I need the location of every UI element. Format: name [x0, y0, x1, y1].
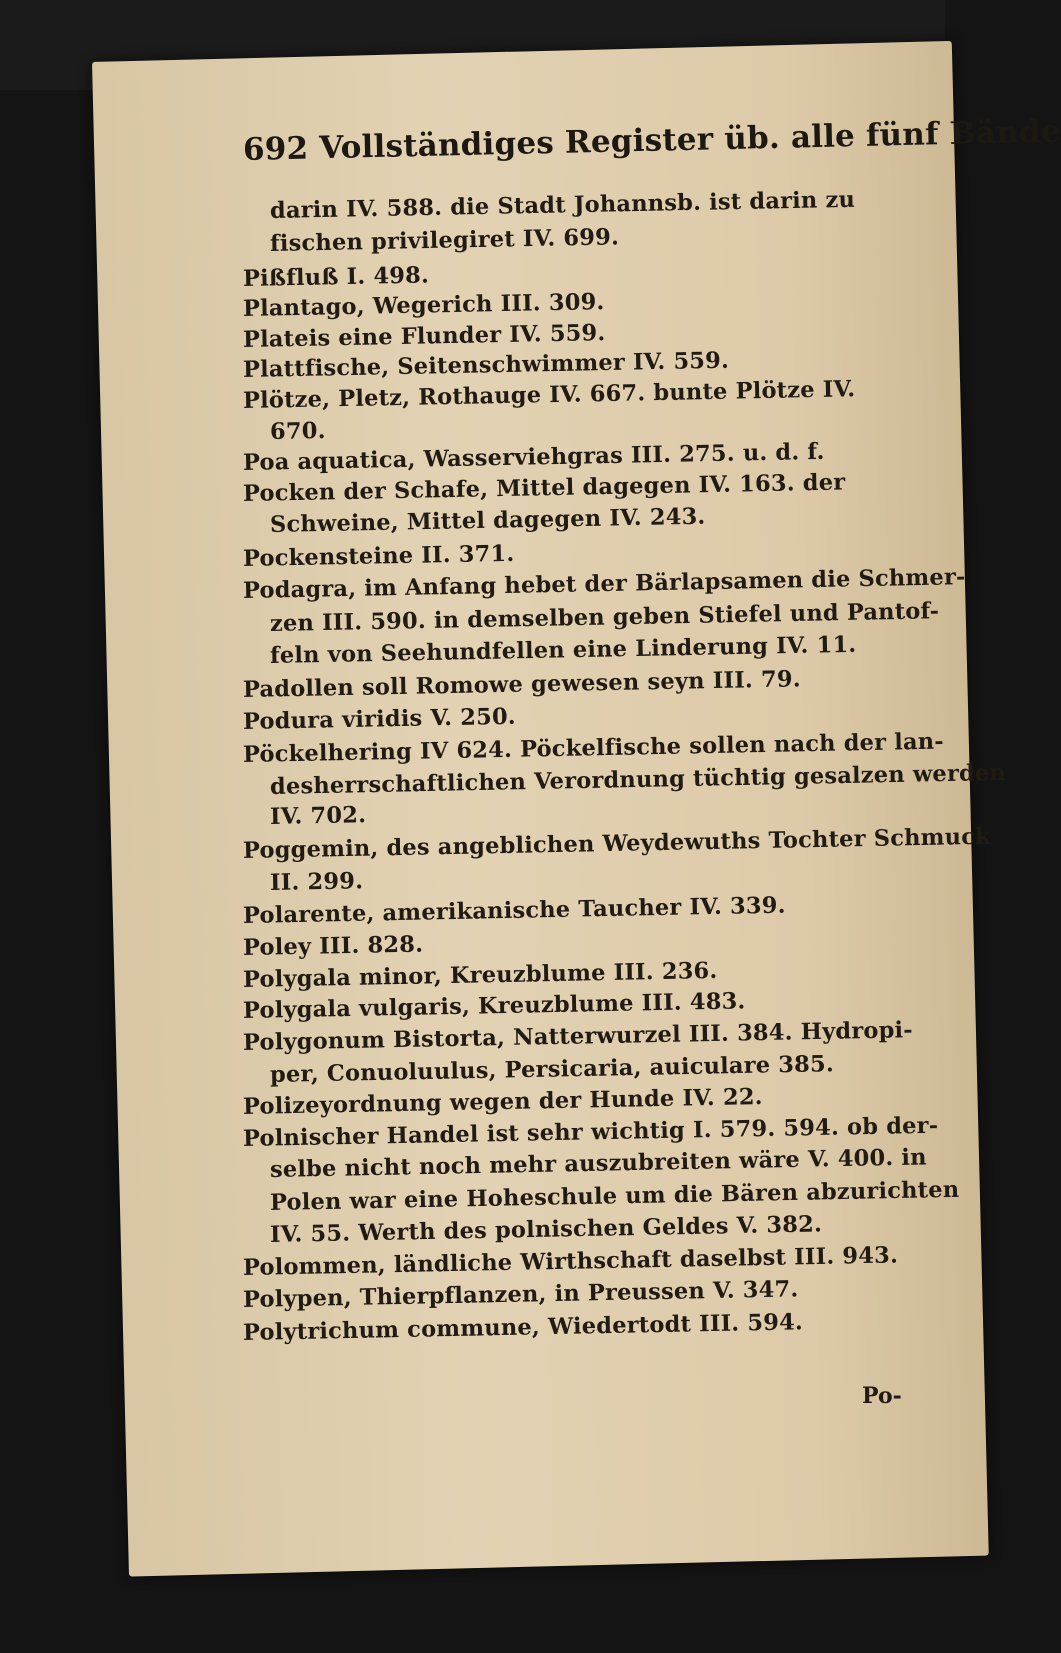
catchword: Po-	[862, 1383, 902, 1409]
register-entry-line: Plantago, Wegerich III. 309.	[242, 289, 605, 322]
register-entry-line: Padollen soll Romowe gewesen seyn III. 79.	[242, 666, 801, 703]
register-entry-line: Poggemin, des angeblichen Weydewuths Tochter Schmuck	[242, 823, 992, 864]
entry-continuation-line: 670.	[269, 417, 326, 445]
register-entry-line: Polygala vulgaris, Kreuzblume III. 483.	[242, 988, 746, 1024]
entry-continuation-line: II. 299.	[269, 868, 364, 896]
register-entry-line: Pockensteine II. 371.	[242, 540, 515, 572]
entry-continuation-line: zen III. 590. in demselben geben Stiefel und Pantof-	[269, 598, 940, 637]
entry-continuation-line: feln von Seehundfellen eine Linderung IV. 11.	[269, 631, 857, 669]
register-entry-line: Polnischer Handel ist sehr wichtig I. 579. 594. ob der-	[242, 1112, 939, 1152]
entry-continuation-line: selbe nicht noch mehr auszubreiten wäre V. 400. in	[269, 1144, 927, 1183]
entry-continuation-line: IV. 55. Werth des polnischen Geldes V. 382.	[269, 1211, 823, 1248]
register-entry-line: Polygonum Bistorta, Natterwurzel III. 384. Hydropi-	[242, 1017, 914, 1056]
register-entry-line: Polypen, Thierpflanzen, in Preussen V. 347.	[242, 1276, 799, 1313]
register-entry-line: Plateis eine Flunder IV. 559.	[242, 320, 606, 353]
register-entry-line: Polytrichum commune, Wiedertodt III. 594.	[242, 1309, 804, 1346]
register-entry-line: Plötze, Pletz, Rothauge IV. 667. bunte Plötze IV.	[242, 376, 856, 414]
entry-continuation-line: Polen war eine Hoheschule um die Bären abzurichten	[269, 1176, 960, 1216]
register-entry-line: Polygala minor, Kreuzblume III. 236.	[242, 957, 718, 993]
entry-continuation-line: IV. 702.	[269, 802, 367, 830]
register-entry-line: Pöckelhering IV 624. Pöckelfische sollen nach der lan-	[242, 728, 945, 768]
running-header: 692 Vollständiges Register üb. alle fünf Bände	[242, 113, 1061, 168]
register-entry-line: Polommen, ländliche Wirthschaft daselbst III. 943.	[242, 1242, 899, 1281]
register-entry-line: Polizeyordnung wegen der Hunde IV. 22.	[242, 1084, 763, 1120]
register-entry-line: Poa aquatica, Wasserviehgras III. 275. u. d. f.	[242, 438, 825, 476]
entry-continuation-line: fischen privilegiret IV. 699.	[269, 224, 620, 257]
register-entry-line: Plattfische, Seitenschwimmer IV. 559.	[242, 347, 730, 383]
register-entry-line: Pißfluß I. 498.	[242, 262, 430, 292]
register-entry-line: Pocken der Schafe, Mittel dagegen IV. 163. der	[242, 469, 846, 507]
register-entry-line: Polarente, amerikanische Taucher IV. 339.	[242, 892, 786, 929]
entry-continuation-line: desherrschaftlichen Verordnung tüchtig gesalzen werden	[269, 759, 1007, 800]
entry-continuation-line: Schweine, Mittel dagegen IV. 243.	[269, 503, 706, 538]
entry-continuation-line: per, Conuoluulus, Persicaria, auiculare 385.	[269, 1051, 835, 1088]
register-entry-line: Podura viridis V. 250.	[242, 703, 517, 735]
register-entry-line: Poley III. 828.	[242, 931, 424, 961]
register-entry-line: Podagra, im Anfang hebet der Bärlapsamen die Schmer-	[242, 564, 966, 604]
entry-continuation-line: darin IV. 588. die Stadt Johannsb. ist darin zu	[269, 186, 856, 224]
